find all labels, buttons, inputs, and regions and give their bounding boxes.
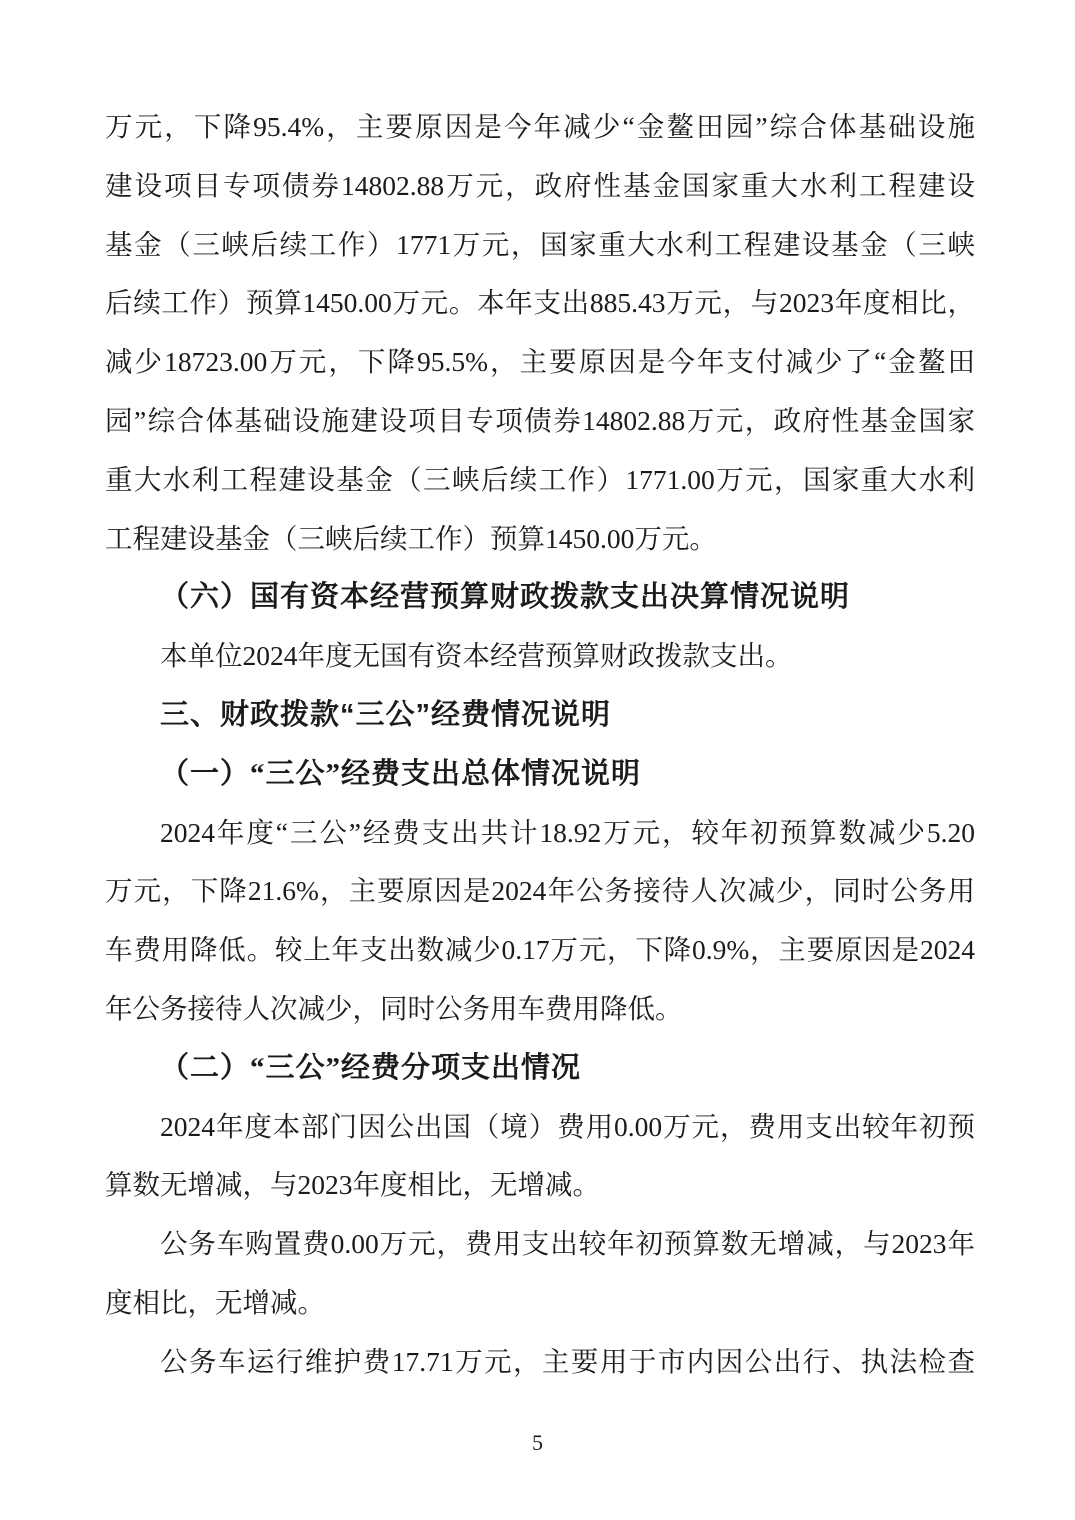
document-body (105, 98, 975, 1392)
section-heading-level2 (105, 745, 975, 804)
text-line: 2024年度本部门因公出国（境）费用0.00万元，费用支出较年初预 (160, 1110, 975, 1142)
body-paragraph (105, 804, 975, 1039)
section-heading-level2 (105, 568, 975, 627)
text-line: 减少18723.00万元，下降95.5%，主要原因是今年支付减少了“金鳌田 (105, 346, 975, 378)
text-line: 万元，下降95.4%，主要原因是今年减少“金鳌田园”综合体基础设施 (105, 111, 975, 142)
text-line: 度相比，无增减。 (105, 1286, 325, 1318)
text-line: 后续工作）预算1450.00万元。本年支出885.43万元，与2023年度相比， (105, 287, 975, 319)
text-line: 车费用降低。较上年支出数减少0.17万元，下降0.9%，主要原因是2024 (105, 934, 975, 966)
text-line: 万元，下降21.6%，主要原因是2024年公务接待人次减少，同时公务用 (105, 875, 975, 907)
page-footer (0, 1430, 1075, 1456)
body-paragraph (105, 1098, 975, 1216)
text-line: 工程建设基金（三峡后续工作）预算1450.00万元。 (105, 522, 717, 554)
text-line: 建设项目专项债券14802.88万元，政府性基金国家重大水利工程建设 (105, 169, 975, 201)
page-number: 5 (532, 1430, 543, 1455)
body-paragraph (105, 98, 975, 568)
text-line: 本单位2024年度无国有资本经营预算财政拨款支出。 (160, 640, 793, 672)
text-line: （二）“三公”经费分项支出情况 (160, 1051, 582, 1084)
text-line: 重大水利工程建设基金（三峡后续工作）1771.00万元，国家重大水利 (105, 463, 975, 495)
text-line: 公务车购置费0.00万元，费用支出较年初预算数无增减，与2023年 (160, 1228, 975, 1260)
section-heading-level1 (105, 686, 975, 745)
section-heading-level2 (105, 1039, 975, 1098)
text-line: 基金（三峡后续工作）1771万元，国家重大水利工程建设基金（三峡 (105, 228, 975, 260)
text-line: 公务车运行维护费17.71万元，主要用于市内因公出行、执法检查 (160, 1345, 975, 1377)
text-line: 算数无增减，与2023年度相比，无增减。 (105, 1169, 600, 1201)
text-line: （六）国有资本经营预算财政拨款支出决算情况说明 (160, 581, 851, 614)
body-paragraph (105, 1215, 975, 1333)
text-line: 年公务接待人次减少，同时公务用车费用降低。 (105, 992, 683, 1024)
body-paragraph (105, 1333, 975, 1392)
body-paragraph (105, 627, 975, 686)
text-line: 园”综合体基础设施建设项目专项债券14802.88万元，政府性基金国家 (105, 404, 975, 436)
text-line: 2024年度“三公”经费支出共计18.92万元，较年初预算数减少5.20 (160, 816, 975, 848)
text-line: （一）“三公”经费支出总体情况说明 (160, 757, 642, 790)
text-line: 三、财政拨款“三公”经费情况说明 (160, 698, 612, 731)
